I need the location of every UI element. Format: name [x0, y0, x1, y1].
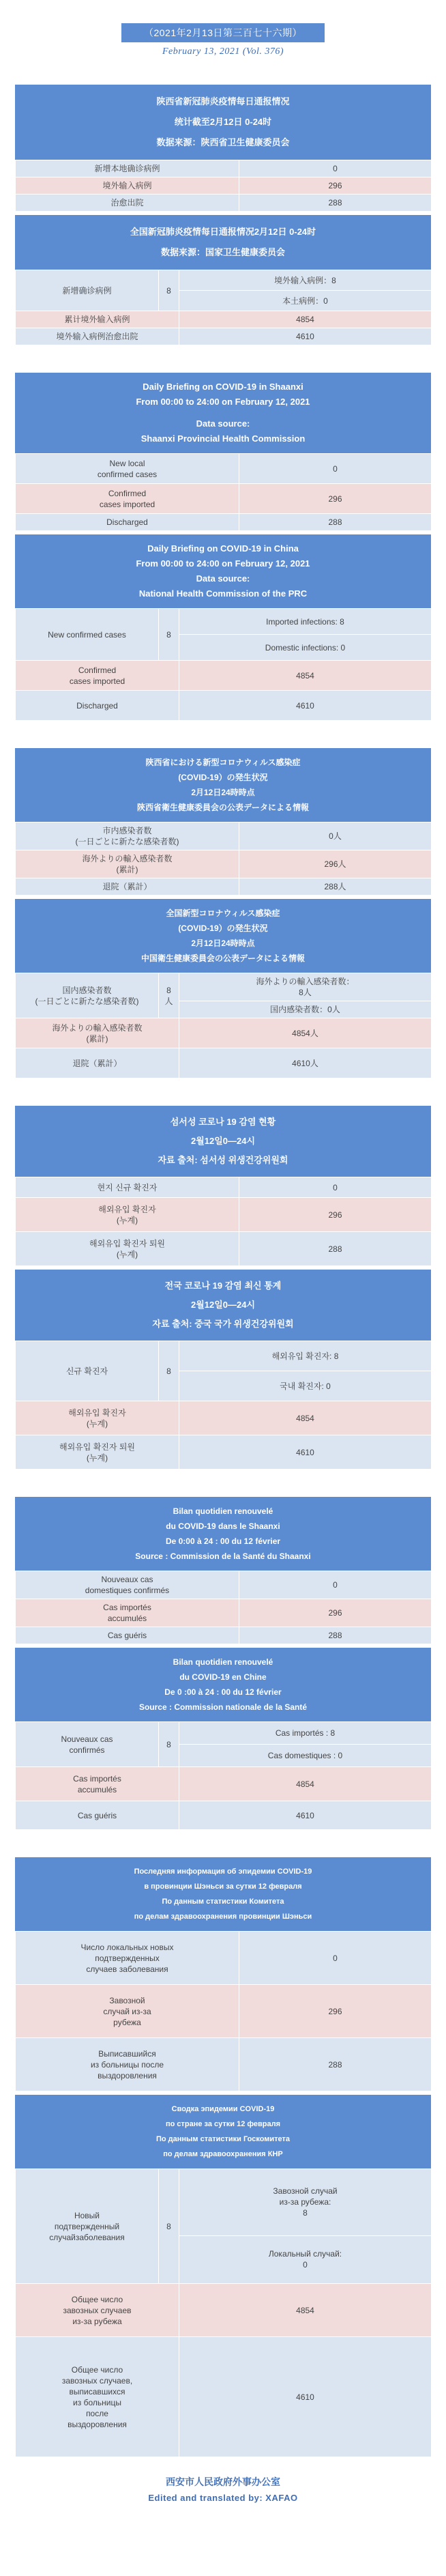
imported-cases: 海外よりの輸入感染者数： 8人 — [179, 973, 432, 1001]
local-cases: Cas domestiques : 0 — [179, 1745, 432, 1767]
china-heading — [15, 2095, 431, 2169]
heading-line: (COVID-19）の発生状況 — [178, 773, 268, 782]
new-cases-total: 8 — [159, 1722, 179, 1767]
china-card — [15, 212, 431, 345]
table-row — [16, 691, 432, 721]
heading-line: По данным статистики Госкомитета — [155, 2135, 291, 2143]
table-row — [16, 1985, 432, 2038]
row-label: Cas importés accumulés — [16, 1767, 179, 1801]
heading-line: 全国新冠肺炎疫情每日通报情况2月12日 0-24时 — [130, 227, 316, 237]
row-label: Cas guéris — [16, 1801, 179, 1830]
row-label: 해외유입 확진자 (누계) — [16, 1401, 179, 1435]
heading-line: Bilan quotidien renouvelé — [173, 1506, 273, 1516]
heading-line: Daily Briefing on COVID-19 in Shaanxi — [143, 382, 303, 392]
heading-line: 자료 출처: 중국 국가 위생건강위원회 — [152, 1319, 294, 1329]
row-value: 4854 — [179, 2284, 432, 2337]
footer — [15, 2474, 431, 2506]
heading-line: 2월12일0—24시 — [190, 1136, 256, 1146]
table-row — [16, 2284, 432, 2337]
heading-line: du COVID-19 dans le Shaanxi — [166, 1521, 280, 1531]
heading-line: 자료 출처: 섬서성 위생건강위원회 — [158, 1155, 288, 1165]
heading-line: По данным статистики Комитета — [162, 1898, 284, 1906]
heading-line: National Health Commission of the PRC — [138, 588, 308, 599]
row-label: 해외유입 확진자 (누계) — [16, 1198, 239, 1232]
table-row — [16, 1767, 432, 1801]
row-value: 4610 — [179, 2337, 432, 2457]
table-row — [16, 484, 432, 514]
table-row — [16, 454, 432, 484]
row-value: 288人 — [239, 878, 432, 896]
shaanxi-card — [15, 373, 431, 531]
shaanxi-table — [15, 453, 432, 531]
shaanxi-table — [15, 1177, 432, 1266]
section-cn — [15, 85, 431, 345]
heading-line: 全国新型コロナウィルス感染症 — [166, 908, 280, 918]
table-row — [16, 878, 432, 896]
footer-credit: Edited and translated by: XAFAO — [148, 2493, 298, 2503]
row-label: New local confirmed cases — [16, 454, 239, 484]
heading-line — [29, 410, 417, 416]
table-row — [16, 1232, 432, 1266]
heading-line: Data source: — [196, 418, 250, 429]
china-table — [15, 1721, 432, 1830]
row-value: 296人 — [239, 850, 432, 878]
section-fr — [15, 1497, 431, 1830]
new-cases-label: Nouveaux cas confirmés — [16, 1722, 159, 1767]
local-cases: 本土病例：0 — [179, 291, 432, 311]
heading-line: по делам здравоохранения провинции Шэньси — [134, 1913, 312, 1921]
language-sections — [15, 85, 431, 2457]
local-cases: 国内感染者数：0人 — [179, 1001, 432, 1018]
issue-date-english: February 13, 2021 (Vol. 376) — [162, 46, 284, 57]
new-cases-label: 신규 확진자 — [16, 1341, 159, 1401]
heading-line: 数据来源：陕西省卫生健康委员会 — [156, 137, 290, 147]
row-label: 境外输入病例 — [16, 177, 239, 195]
new-cases-label: New confirmed cases — [16, 609, 159, 661]
row-value: 296 — [239, 484, 432, 514]
heading-line: De 0:00 à 24 : 00 du 12 février — [165, 1536, 281, 1546]
shaanxi-table — [15, 160, 432, 212]
row-label: Discharged — [16, 514, 239, 531]
row-label: 退院（累計） — [16, 1048, 179, 1078]
row-label: Confirmed cases imported — [16, 484, 239, 514]
china-card — [15, 1644, 431, 1830]
table-row — [16, 850, 432, 878]
heading-line: 2月12日24時時点 — [191, 939, 255, 948]
heading-line: 섬서성 코로나 19 감염 현황 — [170, 1117, 276, 1127]
new-cases-row — [16, 2169, 432, 2236]
row-label: 해외유입 확진자 퇴원 (누계) — [16, 1435, 179, 1470]
heading-line: From 00:00 to 24:00 on February 12, 2021 — [136, 397, 310, 407]
table-row — [16, 661, 432, 691]
footer-office: 西安市人民政府外事办公室 — [166, 2476, 280, 2487]
new-cases-row — [16, 1722, 432, 1745]
section-kr — [15, 1106, 431, 1470]
china-heading — [15, 534, 431, 608]
new-cases-total: 8 — [159, 1341, 179, 1401]
china-heading — [15, 899, 431, 973]
table-row — [16, 311, 432, 328]
new-cases-total: 8 — [159, 2169, 179, 2284]
heading-line: De 0 :00 à 24 : 00 du 12 février — [164, 1687, 282, 1697]
row-label: 海外よりの輸入感染者数 (累計) — [16, 1018, 179, 1048]
heading-line: Последняя информация об эпидемии COVID-19 — [134, 1867, 312, 1876]
imported-cases: Завозной случай из-за рубежа: 8 — [179, 2169, 432, 2236]
row-value: 0 — [239, 1177, 432, 1198]
table-row — [16, 160, 432, 177]
new-cases-row — [16, 973, 432, 1001]
heading-line: 2월12일0—24시 — [190, 1300, 256, 1310]
row-value: 4854人 — [179, 1018, 432, 1048]
shaanxi-card — [15, 1106, 431, 1266]
heading-line: Сводка эпидемии COVID-19 — [171, 2105, 275, 2113]
heading-line: 陕西省新冠肺炎疫情每日通报情况 — [156, 96, 290, 106]
row-value: 4610 — [179, 1801, 432, 1830]
row-label: Выписавшийся из больницы после выздоровления — [16, 2038, 239, 2091]
shaanxi-heading — [15, 1497, 431, 1571]
table-row — [16, 1435, 432, 1470]
table-row — [16, 1571, 432, 1599]
shaanxi-card — [15, 1857, 431, 2091]
heading-line: 数据来源：国家卫生健康委员会 — [160, 247, 285, 257]
row-label: Confirmed cases imported — [16, 661, 179, 691]
row-value: 4854 — [179, 1767, 432, 1801]
row-label: 현지 신규 확진자 — [16, 1177, 239, 1198]
row-value: 4610 — [179, 328, 432, 345]
row-label: 海外よりの輸入感染者数 (累計) — [16, 850, 239, 878]
row-value: 4854 — [179, 311, 432, 328]
row-value: 296 — [239, 1985, 432, 2038]
row-label: Общее число завозных случаев, выписавшихся из больницы после выздоровления — [16, 2337, 179, 2457]
row-label: 市内感染者数 (一日ごとに新たな感染者数) — [16, 822, 239, 850]
row-value: 288 — [239, 2038, 432, 2091]
row-value: 4610 — [179, 691, 432, 721]
heading-line: Bilan quotidien renouvelé — [173, 1657, 273, 1667]
heading-line: du COVID-19 en Chine — [179, 1672, 267, 1682]
shaanxi-heading — [15, 1106, 431, 1177]
local-cases: Локальный случай: 0 — [179, 2235, 432, 2283]
row-value: 0 — [239, 1932, 432, 1985]
table-row — [16, 1048, 432, 1078]
shaanxi-card — [15, 748, 431, 896]
heading-line: Source : Commission de la Santé du Shaanxi — [135, 1551, 311, 1561]
row-value: 0人 — [239, 822, 432, 850]
shaanxi-card — [15, 1497, 431, 1644]
row-value: 4610人 — [179, 1048, 432, 1078]
china-table — [15, 973, 432, 1078]
china-card — [15, 896, 431, 1078]
heading-line: 中国衛生健康委員会の公表データによる情報 — [140, 954, 305, 963]
imported-cases: Imported infections: 8 — [179, 609, 432, 635]
shaanxi-card — [15, 85, 431, 212]
shaanxi-table — [15, 822, 432, 896]
row-label: 累计境外输入病例 — [16, 311, 179, 328]
heading-line: Daily Briefing on COVID-19 in China — [147, 543, 299, 554]
new-cases-label: Новый подтвержденный случайзаболевания — [16, 2169, 159, 2284]
heading-line: (COVID-19）の発生状況 — [178, 924, 268, 933]
row-value: 0 — [239, 454, 432, 484]
row-label: 해외유입 확진자 퇴원 (누계) — [16, 1232, 239, 1266]
shaanxi-table — [15, 1931, 432, 2091]
china-heading — [15, 1270, 431, 1341]
heading-line: 陝西省における新型コロナウィルス感染症 — [145, 758, 301, 767]
row-value: 288 — [239, 514, 432, 531]
local-cases: Domestic infections: 0 — [179, 635, 432, 661]
heading-line: Shaanxi Provincial Health Commission — [140, 433, 306, 444]
new-cases-label: 国内感染者数 (一日ごとに新たな感染者数) — [16, 973, 159, 1018]
table-row — [16, 2038, 432, 2091]
china-table — [15, 270, 432, 345]
row-value: 288 — [239, 1627, 432, 1644]
row-label: Discharged — [16, 691, 179, 721]
heading-line: по делам здравоохранения КНР — [163, 2150, 283, 2158]
new-cases-total: 8 — [159, 609, 179, 661]
table-row — [16, 1599, 432, 1627]
row-label: Cas importés accumulés — [16, 1599, 239, 1627]
heading-line: в провинции Шэньси за сутки 12 февраля — [144, 1883, 302, 1891]
section-ru — [15, 1857, 431, 2457]
new-cases-total: 8人 — [159, 973, 179, 1018]
section-jp — [15, 748, 431, 1078]
local-cases: 국내 확진자: 0 — [179, 1371, 432, 1401]
table-row — [16, 195, 432, 212]
row-value: 4610 — [179, 1435, 432, 1470]
china-table — [15, 2169, 432, 2457]
new-cases-label: 新增确诊病例 — [16, 270, 159, 311]
table-row — [16, 1932, 432, 1985]
heading-line: Data source: — [196, 573, 250, 584]
new-cases-total: 8 — [159, 270, 179, 311]
new-cases-row — [16, 1341, 432, 1371]
shaanxi-heading — [15, 1857, 431, 1931]
china-card — [15, 1266, 431, 1470]
china-table — [15, 608, 432, 721]
heading-line: From 00:00 to 24:00 on February 12, 2021 — [136, 558, 310, 569]
china-card — [15, 2091, 431, 2457]
shaanxi-heading — [15, 373, 431, 453]
heading-line: по стране за сутки 12 февраля — [165, 2120, 281, 2128]
china-table — [15, 1341, 432, 1470]
new-cases-row — [16, 270, 432, 291]
china-card — [15, 531, 431, 721]
row-value: 288 — [239, 1232, 432, 1266]
shaanxi-heading — [15, 748, 431, 822]
table-row — [16, 1198, 432, 1232]
table-row — [16, 177, 432, 195]
table-row — [16, 1801, 432, 1830]
imported-cases: 境外输入病例：8 — [179, 270, 432, 291]
china-heading — [15, 215, 431, 270]
heading-line: 陝西省衛生健康委員会の公表データによる情報 — [136, 803, 309, 812]
row-label: 退院（累計） — [16, 878, 239, 896]
row-label: 境外输入病例治愈出院 — [16, 328, 179, 345]
row-value: 296 — [239, 177, 432, 195]
table-row — [16, 514, 432, 531]
table-row — [16, 1018, 432, 1048]
row-value: 0 — [239, 160, 432, 177]
row-value: 296 — [239, 1198, 432, 1232]
row-label: Завозной случай из-за рубежа — [16, 1985, 239, 2038]
row-label: Cas guéris — [16, 1627, 239, 1644]
shaanxi-heading — [15, 85, 431, 160]
new-cases-row — [16, 609, 432, 635]
row-value: 296 — [239, 1599, 432, 1627]
heading-line: Source : Commission nationale de la Santé — [138, 1702, 308, 1712]
row-label: Общее число завозных случаев из-за рубежа — [16, 2284, 179, 2337]
imported-cases: Cas importés : 8 — [179, 1722, 432, 1745]
row-label: Nouveaux cas domestiques confirmés — [16, 1571, 239, 1599]
row-value: 0 — [239, 1571, 432, 1599]
issue-date-badge: （2021年2月13日第三百七十六期） — [121, 23, 325, 42]
heading-line: 2月12日24時時点 — [191, 788, 255, 797]
table-row — [16, 2337, 432, 2457]
section-en — [15, 373, 431, 721]
imported-cases: 해외유입 확진자: 8 — [179, 1341, 432, 1371]
table-row — [16, 1177, 432, 1198]
row-label: Число локальных новых подтвержденных случаев заболевания — [16, 1932, 239, 1985]
table-row — [16, 328, 432, 345]
shaanxi-table — [15, 1571, 432, 1644]
row-label: 新增本地确诊病例 — [16, 160, 239, 177]
table-row — [16, 1401, 432, 1435]
heading-line: 统计截至2月12日 0-24时 — [174, 117, 272, 127]
china-heading — [15, 1648, 431, 1721]
row-value: 4854 — [179, 661, 432, 691]
row-value: 4854 — [179, 1401, 432, 1435]
row-value: 288 — [239, 195, 432, 212]
row-label: 治愈出院 — [16, 195, 239, 212]
heading-line: 전국 코로나 19 감염 최신 통계 — [164, 1280, 282, 1291]
table-row — [16, 822, 432, 850]
table-row — [16, 1627, 432, 1644]
